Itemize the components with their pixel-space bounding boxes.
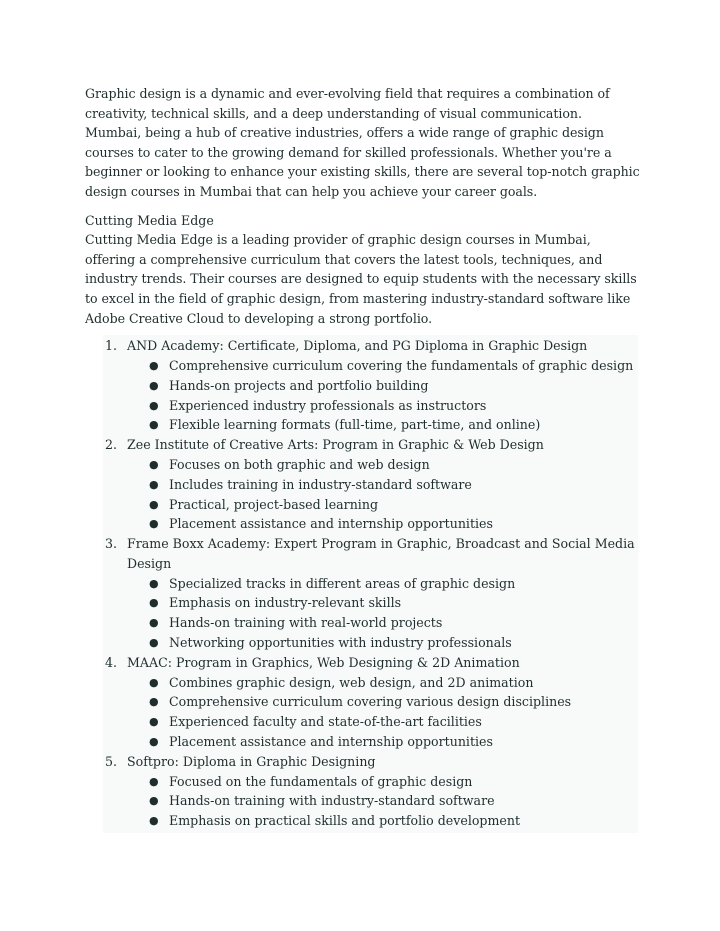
program-number: 1. [105,338,118,354]
feature-item [127,673,638,693]
program-title: MAAC: Program in Graphics, Web Designing & 2D Animation [127,654,520,670]
program-title: Frame Boxx Academy: Expert Program in Graphic, Broadcast and Social Media Design [127,536,635,571]
feature-item [127,356,638,376]
feature-item [127,495,638,515]
feature-item [127,633,638,653]
bullet-icon: ● [149,358,159,372]
bullet-icon: ● [149,477,159,491]
bullet-icon: ● [149,794,159,808]
feature-text: Comprehensive curriculum covering various design disciplines [169,694,572,710]
feature-text: Experienced faculty and state-of-the-art facilities [169,714,482,730]
bullet-icon: ● [149,774,159,788]
bullet-icon: ● [149,616,159,630]
feature-text: Placement assistance and internship opportunities [169,516,493,532]
feature-text: Focuses on both graphic and web design [169,456,430,472]
feature-text: Experienced industry professionals as instructors [169,397,487,413]
program-item [103,435,638,534]
bullet-icon: ● [149,517,159,531]
feature-item [127,475,638,495]
program-features [127,455,638,534]
feature-item [127,791,638,811]
programs-list-container [103,335,638,833]
program-item [103,752,638,831]
bullet-icon: ● [149,814,159,828]
program-item [103,653,638,752]
feature-text: Specialized tracks in different areas of graphic design [169,575,516,591]
feature-text: Hands-on training with industry-standard software [169,793,495,809]
bullet-icon: ● [149,378,159,392]
feature-text: Focused on the fundamentals of graphic design [169,773,473,789]
program-number: 4. [105,654,118,670]
bullet-icon: ● [149,695,159,709]
feature-item [127,732,638,752]
bullet-icon: ● [149,398,159,412]
feature-text: Practical, project-based learning [169,496,379,512]
program-number: 2. [105,437,118,453]
feature-item [127,613,638,633]
feature-item [127,415,638,435]
program-title: AND Academy: Certificate, Diploma, and PG Diploma in Graphic Design [127,338,588,354]
bullet-icon: ● [149,675,159,689]
program-features [127,356,638,435]
intro-paragraph: Graphic design is a dynamic and ever-evolving field that requires a combination of creativity, technical skills, and a deep understanding of visual communication. Mumbai, being a hub of creative industries, offers a wide range of graphic design courses to cater to the growing demand for skilled professionals. Whether you're a beginner or looking to enhance your existing skills, there are several top-notch graphic design courses in Mumbai that can help you achieve your career goals. [85,86,640,199]
program-item [103,336,638,435]
program-features [127,772,638,831]
feature-item [127,712,638,732]
feature-item [127,811,638,831]
bullet-icon: ● [149,457,159,471]
feature-item [127,772,638,792]
program-features [127,574,638,653]
section-title: Cutting Media Edge [85,212,214,228]
bullet-icon: ● [149,576,159,590]
feature-text: Combines graphic design, web design, and 2D animation [169,674,534,690]
feature-item [127,396,638,416]
program-number: 5. [105,753,118,769]
program-title: Softpro: Diploma in Graphic Designing [127,753,376,769]
bullet-icon: ● [149,596,159,610]
programs-list [103,336,638,831]
bullet-icon: ● [149,497,159,511]
feature-item [127,455,638,475]
feature-text: Emphasis on industry-relevant skills [169,595,402,611]
feature-text: Hands-on projects and portfolio building [169,377,429,393]
bullet-icon: ● [149,715,159,729]
section-paragraph: Cutting Media Edge is a leading provider of graphic design courses in Mumbai, offering a comprehensive curriculum that covers the latest tools, techniques, and industry trends. Their courses are designed to equip students with the necessary skills to excel in the field of graphic design, from mastering industry-standard software like Adobe Creative Cloud to developing a strong portfolio. [85,232,637,326]
bullet-icon: ● [149,735,159,749]
feature-item [127,376,638,396]
feature-item [127,593,638,613]
feature-item [127,514,638,534]
feature-text: Networking opportunities with industry professionals [169,635,512,651]
program-item [103,534,638,653]
bullet-icon: ● [149,418,159,432]
feature-text: Flexible learning formats (full-time, part-time, and online) [169,417,541,433]
feature-text: Hands-on training with real-world projects [169,615,443,631]
bullet-icon: ● [149,636,159,650]
document-page [85,84,640,833]
feature-item [127,574,638,594]
feature-text: Comprehensive curriculum covering the fundamentals of graphic design [169,357,634,373]
program-features [127,673,638,752]
program-title: Zee Institute of Creative Arts: Program in Graphic & Web Design [127,437,544,453]
feature-text: Includes training in industry-standard software [169,476,472,492]
feature-text: Placement assistance and internship opportunities [169,734,493,750]
feature-text: Emphasis on practical skills and portfolio development [169,813,521,829]
program-number: 3. [105,536,118,552]
feature-item [127,692,638,712]
